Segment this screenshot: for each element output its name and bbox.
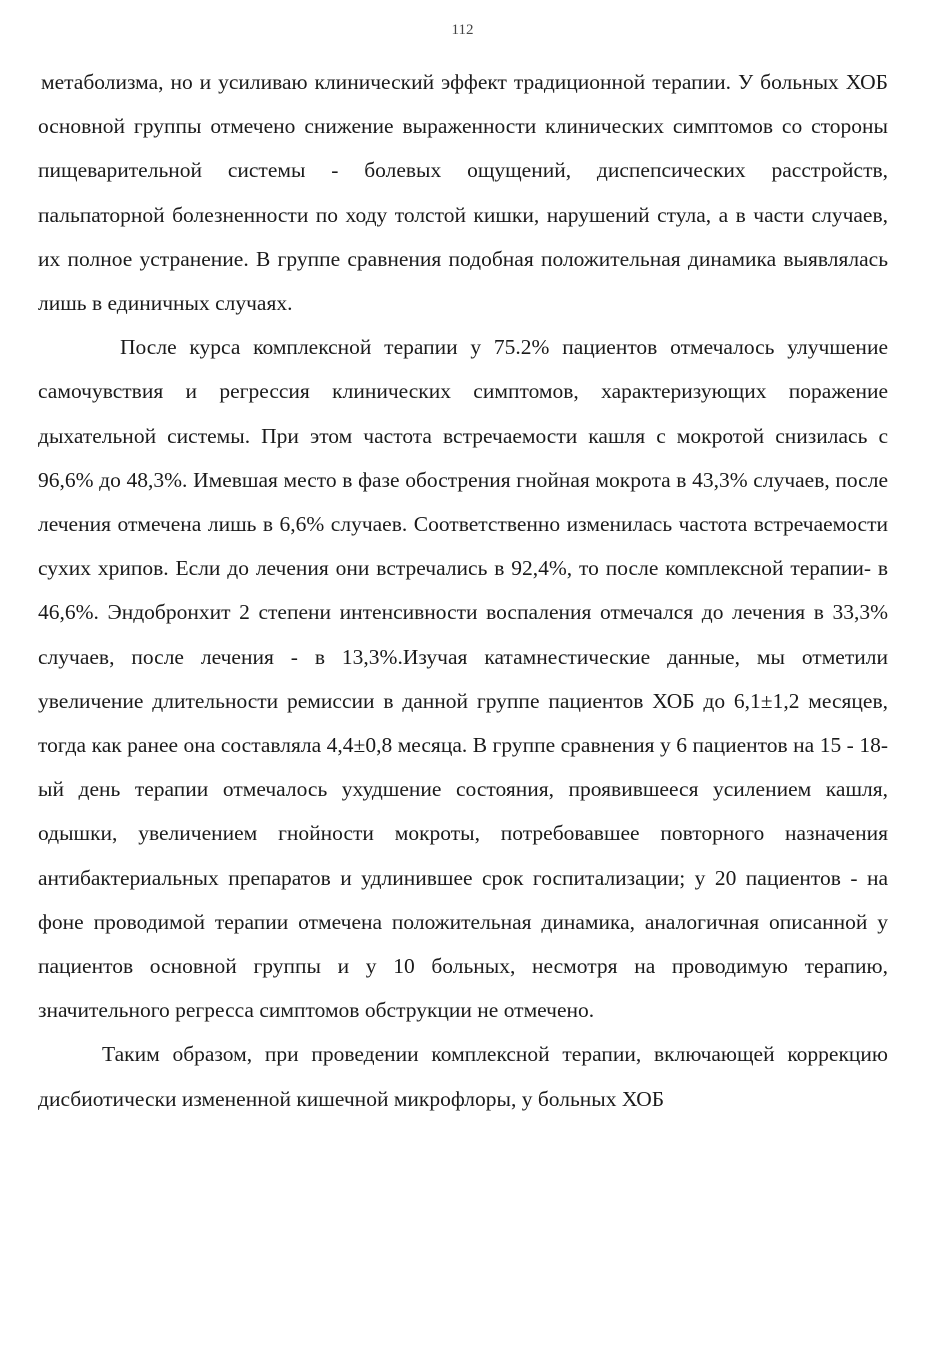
paragraph-treatment-results: После курса комплексной терапии у 75.2% пациентов отмечалось улучшение самочувствия и регрессия клинических симптомов, характеризующих поражение дыхательной системы. При этом частота встречаемости кашля с мокротой снизилась с 96,6% до 48,3%. Имевшая место в фазе обострения гнойная мокрота в 43,3% случаев, после лечения отмечена лишь в 6,6% случаев. Соответственно изменилась частота встречаемости сухих хрипов. Если до лечения они встречались в 92,4%, то после комплексной терапии- в 46,6%. Эндобронхит 2 степени интенсивности воспаления отмечался до лечения в 33,3% случаев, после лечения - в 13,3%.Изучая катамнестические данные, мы отметили увеличение длительности ремиссии в данной группе пациентов ХОБ до 6,1±1,2 месяцев, тогда как ранее она составляла 4,4±0,8 месяца. В группе сравнения у 6 пациентов на 15 - 18-ый день терапии отмечалось ухудшение состояния, проявившееся усилением кашля, одышки, увеличением гнойности мокроты, потребовавшее повторного назначения антибактериальных препаратов и удлинившее срок госпитализации; у 20 пациентов - на фоне проводимой терапии отмечена положительная динамика, аналогичная описанной у пациентов основной группы и у 10 больных, несмотря на проводимую терапию, значительного регресса симптомов обструкции не отмечено. xyxy=(38,335,888,1023)
document-body xyxy=(38,60,888,1121)
page-number: 112 xyxy=(451,22,474,38)
paragraph-conclusion: Таким образом, при проведении комплексной терапии, включающей коррекцию дисбиотически измененной кишечной микрофлоры, у больных ХОБ xyxy=(38,1042,888,1111)
paragraph-continuation: метаболизма, но и усиливаю клинический эффект традиционной терапии. У больных ХОБ основной группы отмечено снижение выраженности клинических симптомов со стороны пищеварительной системы - болевых ощущений, диспепсических расстройств, пальпаторной болезненности по ходу толстой кишки, нарушений стула, а в части случаев, их полное устранение. В группе сравнения подобная положительная динамика выявлялась лишь в единичных случаях. xyxy=(38,70,888,316)
